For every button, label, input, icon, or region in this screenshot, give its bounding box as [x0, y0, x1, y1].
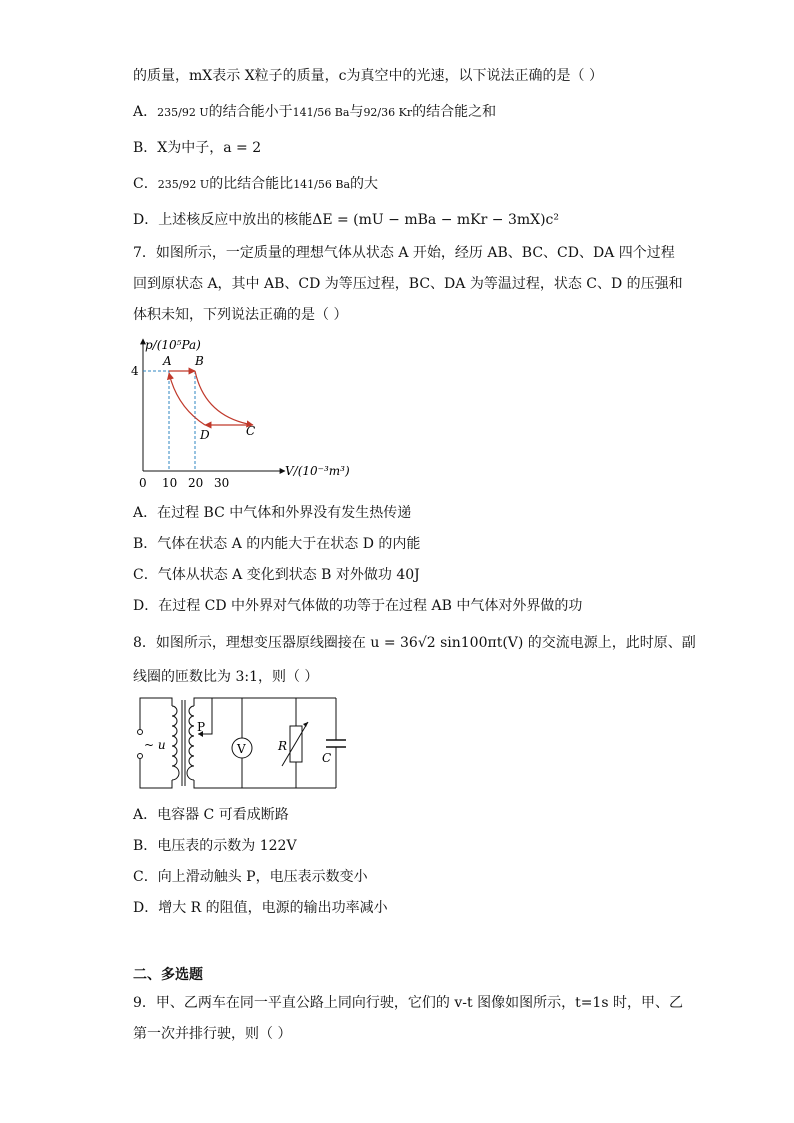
x-tick-0: 0 — [139, 476, 147, 490]
q8-option-a: A．电容器 C 可看成断路 — [133, 807, 289, 823]
capacitor-label: C — [322, 751, 332, 765]
source-label: ~ u — [144, 738, 166, 752]
y-axis-label: p/(10⁵Pa) — [145, 338, 201, 352]
q6-stem-tail: 的质量，mX表示 X粒子的质量，c为真空中的光速，以下说法正确的是（ ） — [133, 68, 603, 84]
resistor-label: R — [278, 739, 288, 753]
q7-option-d: D．在过程 CD 中外界对气体做的功等于在过程 AB 中气体对外界做的功 — [133, 598, 583, 614]
q8-stem-line-2: 线圈的匝数比为 3:1，则（ ） — [133, 669, 319, 685]
q6-option-c: C．235/92 U的比结合能比141/56 Ba的大 — [133, 176, 379, 192]
point-d-label: D — [200, 428, 210, 442]
pv-diagram — [125, 335, 365, 495]
krypton-isotope: 92/36 Kr — [363, 106, 413, 119]
x-tick-20: 20 — [188, 476, 204, 490]
option-label: A． — [133, 104, 158, 120]
q7-stem-line-2: 回到原状态 A，其中 AB、CD 为等压过程，BC、DA 为等温过程，状态 C、D 的压强和 — [133, 276, 683, 292]
barium-isotope: 141/56 Ba — [292, 106, 350, 119]
x-tick-10: 10 — [162, 476, 178, 490]
primary-coil — [172, 706, 179, 780]
q7-option-c: C．气体从状态 A 变化到状态 B 对外做功 40J — [133, 567, 420, 583]
q7-stem-line-1: 7．如图所示，一定质量的理想气体从状态 A 开始，经历 AB、BC、CD、DA 四个过程 — [133, 245, 675, 261]
q8-option-d: D．增大 R 的阻值，电源的输出功率减小 — [133, 900, 388, 916]
q7-stem-line-3: 体积未知，下列说法正确的是（ ） — [133, 307, 348, 323]
x-tick-30: 30 — [214, 476, 230, 490]
transformer-circuit — [130, 694, 360, 794]
q8-option-b: B．电压表的示数为 122V — [133, 838, 297, 854]
y-tick-4: 4 — [131, 364, 139, 378]
process-da — [169, 373, 205, 425]
point-c-label: C — [246, 424, 256, 438]
variable-resistor — [290, 726, 302, 762]
voltmeter-label: V — [237, 742, 246, 756]
point-a-label: A — [163, 354, 172, 368]
secondary-coil — [187, 706, 194, 780]
q6-option-a: A．235/92 U的结合能小于141/56 Ba与92/36 Kr的结合能之和 — [133, 104, 497, 120]
q6-option-b: B．X为中子，a = 2 — [133, 140, 262, 156]
q8-option-c: C．向上滑动触头 P，电压表示数变小 — [133, 869, 368, 885]
barium-isotope: 141/56 Ba — [293, 178, 351, 191]
q9-stem-line-2: 第一次并排行驶，则（ ） — [133, 1026, 292, 1042]
x-axis-label: V/(10⁻³m³) — [285, 464, 350, 478]
uranium-isotope: 235/92 U — [157, 178, 210, 191]
q7-option-a: A．在过程 BC 中气体和外界没有发生热传递 — [133, 505, 412, 521]
q9-stem-line-1: 9．甲、乙两车在同一平直公路上同向行驶，它们的 v-t 图像如图所示，t=1s 时，甲、乙 — [133, 995, 683, 1011]
slider-label: P — [197, 720, 206, 734]
uranium-isotope: 235/92 U — [157, 106, 209, 119]
q8-stem-line-1: 8．如图所示，理想变压器原线圈接在 u = 36√2 sin100πt(V) 的交流电源上，此时原、副 — [133, 635, 696, 651]
point-b-label: B — [195, 354, 204, 368]
q7-option-b: B．气体在状态 A 的内能大于在状态 D 的内能 — [133, 536, 421, 552]
section-title: 二、多选题 — [133, 967, 203, 983]
q6-option-d: D．上述核反应中放出的核能ΔE = (mU − mBa − mKr − 3mX)c² — [133, 212, 560, 228]
process-bc — [195, 371, 253, 425]
